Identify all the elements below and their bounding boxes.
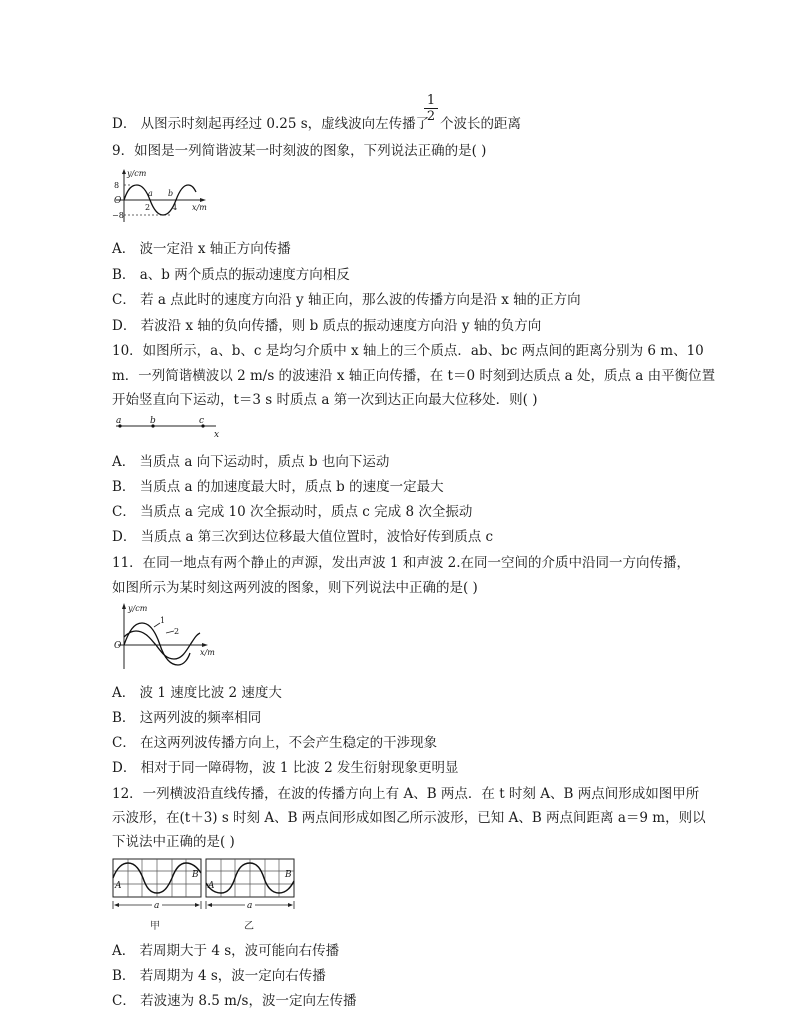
q11-wave-1-label: 1 [160, 616, 166, 625]
q9-option-a: A． 波一定沿 x 轴正方向传播 [112, 241, 291, 257]
q11-y-axis-label: y/cm [128, 604, 148, 613]
q8-option-d [112, 115, 429, 133]
q12-dim-arrow [114, 903, 119, 907]
q11-option-a: A． 波 1 速度比波 2 速度大 [112, 685, 282, 701]
q10-option-a: A． 当质点 a 向下运动时，质点 b 也向下运动 [112, 454, 390, 470]
q10-label-b: b [150, 416, 156, 426]
q12-stem-line-3: 下说法中正确的是( ) [112, 834, 235, 850]
q11-wave-2-label: 2 [174, 627, 180, 636]
q9-x-axis-label: x/m [192, 203, 207, 212]
q12-label-B-yi: B [285, 870, 292, 880]
q10-option-c: C． 当质点 a 完成 10 次全振动时，质点 c 完成 8 次全振动 [112, 504, 473, 520]
q12-stem-line-2: 示波形，在(t＋3) s 时刻 A、B 两点间形成如图乙所示波形，已知 A、B 两点间距离 a＝9 m，则以 [112, 810, 706, 826]
q10-stem-line-3: 开始竖直向下运动，t＝3 s 时质点 a 第一次到达正向最大位移处．则( ) [112, 392, 538, 408]
q10-label-x: x [214, 430, 220, 440]
q9-origin-label: O [114, 196, 122, 206]
q11-x-axis-label: x/m [200, 648, 215, 657]
q11-y-arrow [122, 603, 126, 609]
q9-ymax-label: 8 [114, 181, 120, 190]
q10-label-c: c [199, 416, 205, 426]
q9-point-b: b [168, 189, 174, 198]
q11-wave-figure [112, 601, 222, 671]
q10-option-b: B． 当质点 a 的加速度最大时，质点 b 的速度一定最大 [112, 479, 444, 495]
q8-option-d-tail: 个波长的距离 [440, 116, 521, 132]
q9-wave-figure [112, 168, 222, 224]
q10-axis-figure [112, 414, 227, 440]
q11-option-b: B． 这两列波的频率相同 [112, 710, 262, 726]
q12-label-a-jia: a [154, 901, 160, 911]
q10-stem-line-2: m．一列简谐横波以 2 m/s 的波速沿 x 轴正向传播，在 t＝0 时刻到达质点 a 处，质点 a 由平衡位置 [112, 368, 716, 384]
q10-label-a: a [116, 416, 122, 426]
q12-option-a: A． 若周期大于 4 s，波可能向右传播 [112, 943, 340, 959]
q12-panel-yi-grid [206, 859, 294, 897]
q9-stem: 9．如图是一列简谐波某一时刻波的图象，下列说法正确的是( ) [112, 143, 487, 159]
q9-y-axis-label: y/cm [127, 169, 147, 178]
q10-option-d: D． 当质点 a 第三次到达位移最大值位置时，波恰好传到质点 c [112, 529, 494, 545]
q12-caption-jia: 甲 [150, 921, 160, 932]
q9-ymin-label: −8 [112, 211, 124, 220]
q12-dimension-lines [113, 901, 294, 909]
q12-label-A-jia: A [115, 881, 122, 891]
q11-option-d: D． 相对于同一障碍物，波 1 比波 2 发生衍射现象更明显 [112, 760, 459, 776]
q11-wave-1-curve [124, 623, 190, 665]
fraction-numerator: 1 [424, 94, 438, 109]
q11-origin-label: O [114, 641, 122, 651]
q9-tick-2: 2 [145, 203, 151, 212]
q8-option-d-text: D． 从图示时刻起再经过 0.25 s，虚线波向左传播了 [112, 116, 430, 132]
q12-option-b: B． 若周期为 4 s，波一定向右传播 [112, 968, 326, 984]
q9-y-arrow [122, 169, 126, 174]
q9-option-c: C． 若 a 点此时的速度方向沿 y 轴正向，那么波的传播方向是沿 x 轴的正方向 [112, 292, 581, 308]
fraction-denominator: 2 [426, 109, 436, 124]
q12-option-c: C． 若波速为 8.5 m/s，波一定向左传播 [112, 993, 357, 1009]
q9-x-arrow [200, 198, 206, 202]
q11-x-arrow [202, 643, 208, 647]
q12-caption-yi: 乙 [244, 921, 254, 932]
q12-dim-arrow [195, 903, 200, 907]
q9-option-d: D． 若波沿 x 轴的负向传播，则 b 质点的振动速度方向沿 y 轴的负方向 [112, 318, 542, 334]
q12-wave-figure [112, 857, 297, 935]
q10-stem-line-1: 10．如图所示，a、b、c 是均匀介质中 x 轴上的三个质点．ab、bc 两点间的距离分别为 6 m、10 [112, 343, 704, 359]
q9-tick-4: 4 [172, 203, 178, 212]
fraction-one-half [424, 94, 438, 123]
q9-option-b: B． a、b 两个质点的振动速度方向相反 [112, 267, 350, 283]
q11-option-c: C． 在这两列波传播方向上，不会产生稳定的干涉现象 [112, 735, 438, 751]
q12-label-B-jia: B [192, 870, 199, 880]
q12-label-A-yi: A [208, 881, 215, 891]
q11-stem-line-1: 11．在同一地点有两个静止的声源，发出声波 1 和声波 2.在同一空间的介质中沿同一方向传播， [112, 555, 691, 571]
q12-dim-arrow [207, 903, 212, 907]
q12-label-a-yi: a [247, 901, 253, 911]
q11-wave-2-leader [166, 631, 174, 633]
q12-stem-line-1: 12．一列横波沿直线传播，在波的传播方向上有 A、B 两点．在 t 时刻 A、B 两点间形成如图甲所 [112, 786, 700, 802]
q12-panel-jia-grid [113, 859, 201, 897]
q11-stem-line-2: 如图所示为某时刻这两列波的图象，则下列说法中正确的是( ) [112, 580, 478, 596]
q12-dim-arrow [288, 903, 293, 907]
q9-point-a: a [148, 189, 153, 198]
